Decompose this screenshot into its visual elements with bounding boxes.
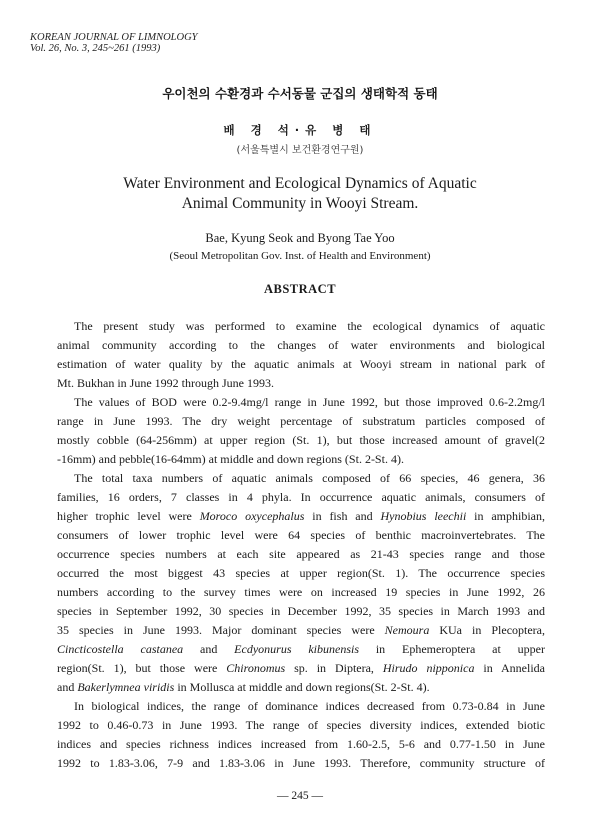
abstract-text: in Mollusca at middle and down regions(St. 2-St. 4). [174,680,430,694]
abstract-line [57,583,545,602]
abstract-line [57,469,545,488]
abstract-text: -16mm) and pebble(16-64mm) at middle and down regions (St. 2-St. 4). [57,452,404,466]
abstract-line [57,716,545,735]
abstract-text: consumers of lower trophic level were 64 species of benthic macroinvertebrates. The [57,528,545,542]
species-name: Hynobius leechii [380,509,467,523]
abstract-line [57,678,545,697]
abstract-line [57,507,545,526]
species-name: Chironomus [226,661,286,675]
korean-affiliation: (서울특별시 보건환경연구원) [236,145,364,156]
volume-info: Vol. 26, No. 3, 245~261 (1993) [30,43,161,54]
abstract-text: families, 16 orders, 7 classes in 4 phyla. In occurrence aquatic animals, consumers of [57,490,545,504]
species-name: Bakerlymnea viridis [77,680,175,694]
abstract-text: The values of BOD were 0.2-9.4mg/l range in June 1992, but those improved 0.6-2.2mg/l [74,395,545,409]
abstract-line [57,640,545,659]
korean-authors: 배 경 석·유 병 태 [223,123,377,137]
abstract-text: KUa in Plecoptera, [429,623,545,637]
abstract-line [57,488,545,507]
english-title-line-1: Water Environment and Ecological Dynamics of Aquatic [123,175,477,192]
abstract-line [57,336,545,355]
abstract-text: in Ephemeroptera at upper [359,642,545,656]
page-number: — 245 — [277,790,323,802]
abstract-line [57,317,545,336]
abstract-line [57,526,545,545]
abstract-text: region(St. 1), but those were [57,661,227,675]
english-title [0,174,600,214]
species-name: Ecdyonurus kibunensis [234,642,359,656]
korean-title: 우이천의 수환경과 수서동물 군집의 생태학적 동태 [162,86,438,101]
species-name: Cincticostella castanea [57,642,184,656]
abstract-text: mostly cobble (64-256mm) at upper region (St. 1), but those increased amount of gravel(2 [57,433,545,447]
abstract-text: and [183,642,235,656]
abstract-text: 1992 to 1.83-3.06, 7-9 and 1.83-3.06 in June 1993. Therefore, community structure of [57,756,545,770]
species-name: Nemoura [384,623,430,637]
abstract-text: In biological indices, the range of dominance indices decreased from 0.73-0.84 in June [74,699,545,713]
abstract-text: occurrence species numbers at each site appeared as 21-43 species range and those [57,547,545,561]
abstract-line [57,602,545,621]
abstract-text: in fish and [304,509,381,523]
abstract-text: 35 species in June 1993. Major dominant species were [57,623,385,637]
abstract-text: 1992 to 0.46-0.73 in June 1993. The range of species diversity indices, extended biotic [57,718,545,732]
abstract-text: indices and species richness indices increased from 1.60-2.5, 5-6 and 0.77-1.50 in June [57,737,545,751]
abstract-body [57,317,545,773]
abstract-line [57,621,545,640]
abstract-text: range in June 1993. The dry weight percentage of substratum particles composed of [57,414,545,428]
abstract-line [57,412,545,431]
abstract-heading: ABSTRACT [263,282,337,296]
species-name: Hirudo nipponica [382,661,475,675]
abstract-text: occurred the most biggest 43 species at upper region(St. 1). The occurrence species [57,566,545,580]
journal-name: KOREAN JOURNAL OF LIMNOLOGY [30,32,198,43]
species-name: Moroco oxycephalus [199,509,305,523]
abstract-text: animal community according to the changes of water environments and biological [57,338,545,352]
english-affiliation: (Seoul Metropolitan Gov. Inst. of Health and Environment) [169,250,431,262]
abstract-text: in amphibian, [466,509,545,523]
abstract-line [57,754,545,773]
abstract-text: higher trophic level were [57,509,200,523]
abstract-line [57,545,545,564]
abstract-text: estimation of water quality by the aquatic animals at Wooyi stream in national park of [57,357,545,371]
abstract-text: The present study was performed to examine the ecological dynamics of aquatic [74,319,545,333]
abstract-text: and [57,680,78,694]
abstract-text: The total taxa numbers of aquatic animals composed of 66 species, 46 genera, 36 [74,471,545,485]
abstract-line [57,735,545,754]
abstract-text: numbers according to the survey times were on increased 19 species in June 1992, 26 [57,585,545,599]
abstract-line [57,659,545,678]
abstract-line [57,393,545,412]
abstract-line [57,450,545,469]
abstract-text: in Annelida [474,661,545,675]
abstract-text: Mt. Bukhan in June 1992 through June 1993. [57,376,274,390]
english-title-line-2: Animal Community in Wooyi Stream. [181,195,419,212]
abstract-line [57,697,545,716]
abstract-line [57,374,545,393]
abstract-text: species in September 1992, 30 species in December 1992, 35 species in March 1993 and [57,604,545,618]
abstract-text: sp. in Diptera, [285,661,383,675]
abstract-line [57,431,545,450]
journal-header [30,32,198,54]
english-authors: Bae, Kyung Seok and Byong Tae Yoo [205,231,395,245]
abstract-line [57,355,545,374]
abstract-line [57,564,545,583]
